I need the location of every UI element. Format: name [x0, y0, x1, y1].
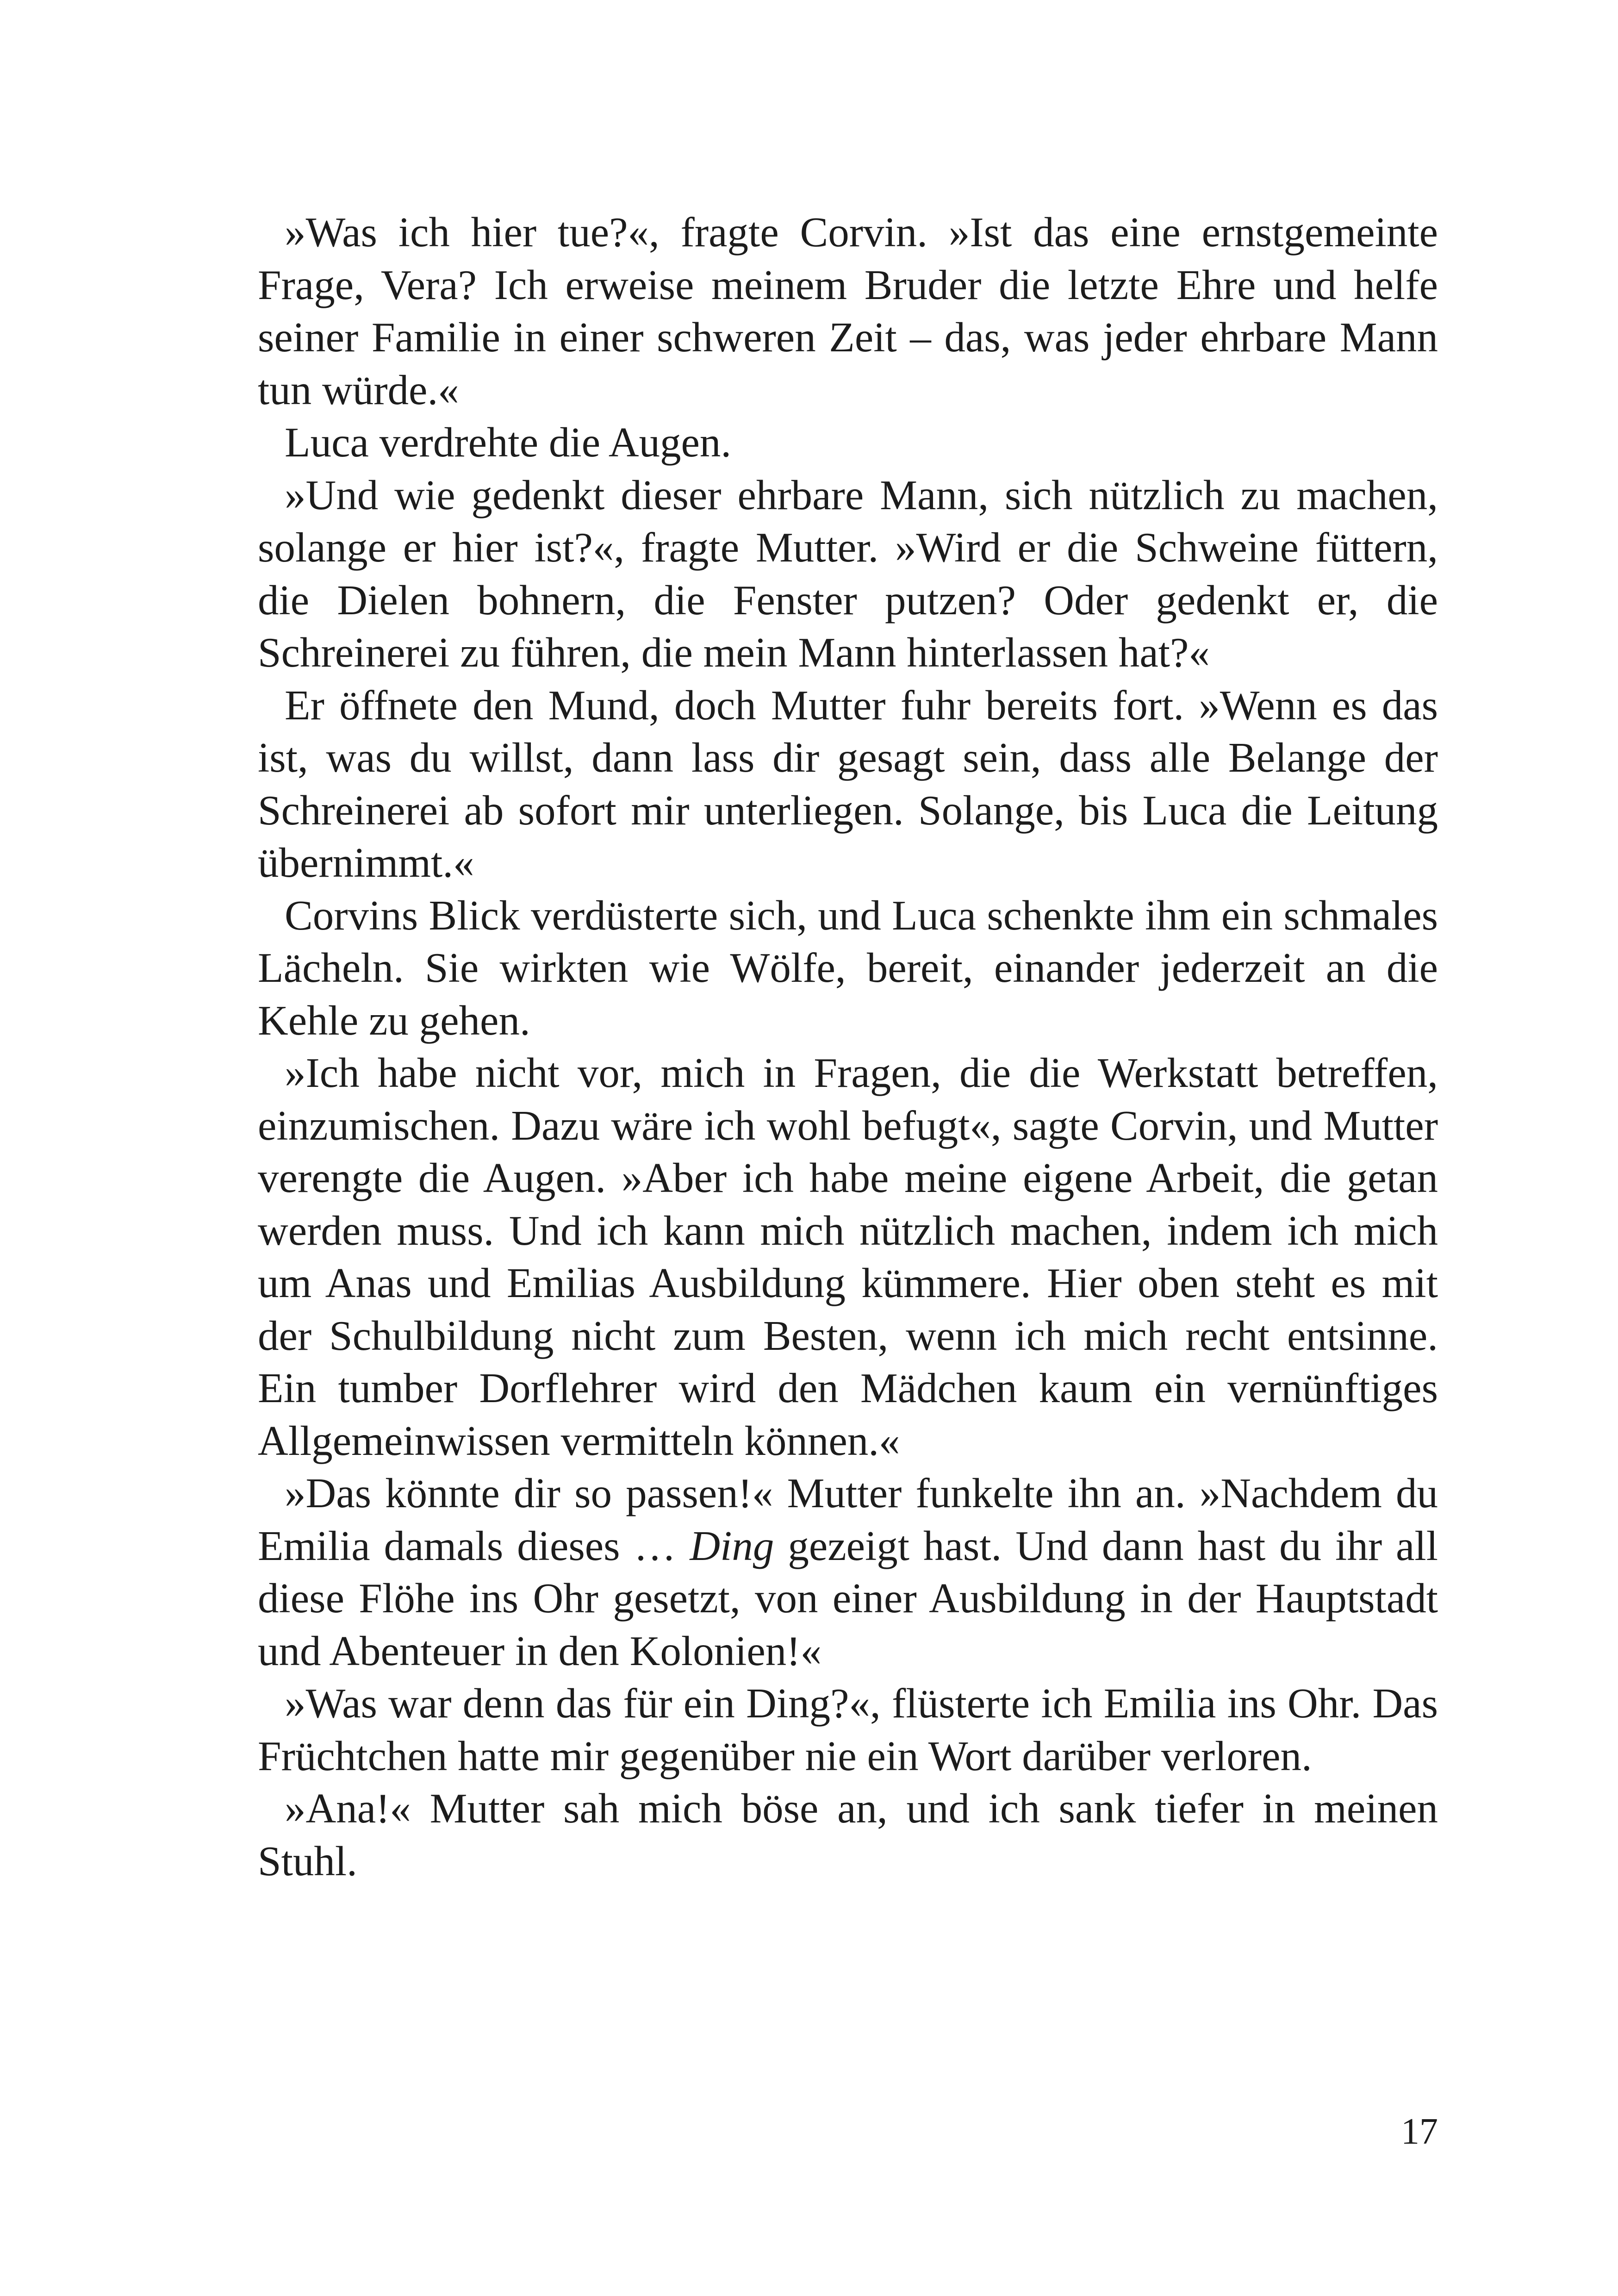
paragraph: »Und wie gedenkt dieser ehrbare Mann, sich nützlich zu machen, solange er hier ist?«, fragte Mutter. »Wird er die Schweine füttern, die Dielen bohnern, die Fenster putzen? Oder gedenkt er, die Schreinerei zu führen, die mein Mann hinterlassen hat?«: [258, 471, 1438, 676]
body-text: [258, 206, 1438, 1887]
paragraph-text: gezeigt hast. Und dann hast du ihr all diese Flöhe ins Ohr gesetzt, von einer Ausbildung in der Hauptstadt und Abenteuer in den Kolonien!«: [258, 1522, 1438, 1674]
paragraph: »Was ich hier tue?«, fragte Corvin. »Ist das eine ernstgemeinte Frage, Vera? Ich erweise meinem Bruder die letzte Ehre und helfe seiner Familie in einer schweren Zeit – das, was jeder ehrbare Mann tun würde.«: [258, 209, 1438, 413]
paragraph: [258, 1467, 1438, 1677]
page-number: 17: [1401, 2111, 1438, 2152]
paragraph: »Ich habe nicht vor, mich in Fragen, die die Werkstatt betreffen, einzumischen. Dazu wäre ich wohl befugt«, sagte Corvin, und Mutter verengte die Augen. »Aber ich habe meine eigene Arbeit, die getan werden muss. Und ich kann mich nützlich machen, indem ich mich um Anas und Emilias Ausbildung kümmere. Hier oben steht es mit der Schulbildung nicht zum Besten, wenn ich mich recht entsinne. Ein tumber Dorflehrer wird den Mädchen kaum ein vernünftiges Allgemeinwissen vermitteln können.«: [258, 1049, 1438, 1464]
paragraph: »Was war denn das für ein Ding?«, flüsterte ich Emilia ins Ohr. Das Früchtchen hatte mir gegenüber nie ein Wort darüber verloren.: [258, 1680, 1438, 1779]
paragraph: Luca verdrehte die Augen.: [285, 419, 732, 466]
paragraph: Corvins Blick verdüsterte sich, und Luca schenkte ihm ein schmales Lächeln. Sie wirkten wie Wölfe, bereit, einander jederzeit an die Kehle zu gehen.: [258, 892, 1438, 1044]
paragraph: Er öffnete den Mund, doch Mutter fuhr bereits fort. »Wenn es das ist, was du willst, dann lass dir gesagt sein, dass alle Belange der Schreinerei ab sofort mir unterliegen. Solange, bis Luca die Leitung übernimmt.«: [258, 681, 1438, 886]
paragraph-text: »Das könnte dir so passen!« Mutter funkelte ihn an. »Nachdem du Emilia damals dieses …: [258, 1470, 1438, 1569]
paragraph: »Ana!« Mutter sah mich böse an, und ich sank tiefer in meinen Stuhl.: [258, 1785, 1438, 1884]
italic-word: Ding: [690, 1522, 774, 1569]
